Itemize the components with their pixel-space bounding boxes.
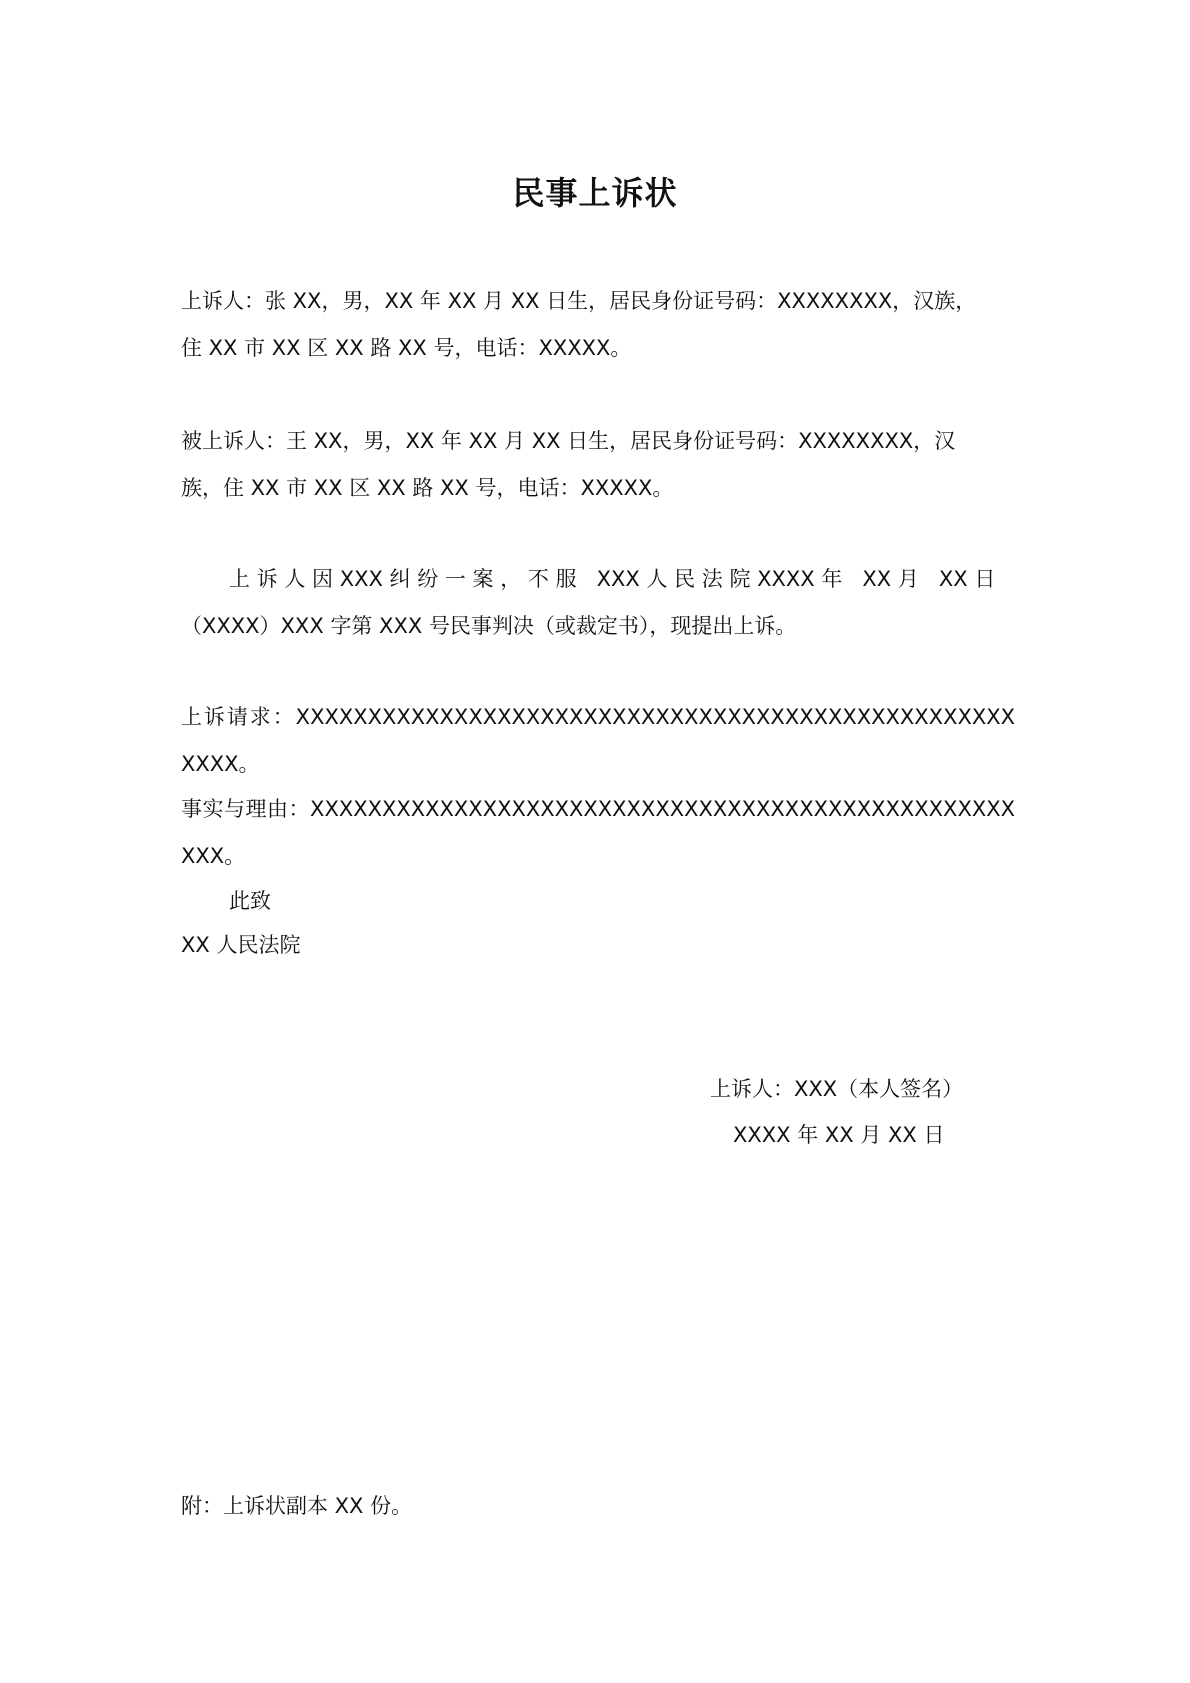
appellant-info (181, 278, 1015, 372)
appellant-signature: 上诉人：XXX（本人签名） (710, 1077, 964, 1101)
appellant-info-line-2: 住 XX 市 XX 区 XX 路 XX 号，电话：XXXXX。 (181, 336, 632, 360)
court-name: XX 人民法院 (181, 933, 301, 957)
facts-and-reasons: 事实与理由：XXXXXXXXXXXXXXXXXXXXXXXXXXXXXXXXXXXXXXXXXXXXXXXXXXXX。 (181, 797, 1015, 868)
appellant-info-line-1: 上诉人：张 XX，男，XX 年 XX 月 XX 日生，居民身份证号码：XXXXXXXX，汉族， (181, 289, 977, 313)
appeal-request: 上诉请求：XXXXXXXXXXXXXXXXXXXXXXXXXXXXXXXXXXXXXXXXXXXXXXXXXXXXXX。 (181, 705, 1015, 776)
signature-date: XXXX 年 XX 月 XX 日 (733, 1123, 945, 1147)
appellee-info-line-2: 族，住 XX 市 XX 区 XX 路 XX 号，电话：XXXXX。 (181, 476, 674, 500)
document-title: 民事上诉状 (512, 174, 678, 212)
appellee-info (181, 418, 1015, 512)
salutation-to: 此致 (229, 889, 271, 913)
appellee-info-line-1: 被上诉人：王 XX，男，XX 年 XX 月 XX 日生，居民身份证号码：XXXXXXXX，汉 (181, 429, 956, 453)
appeal-statement (181, 556, 1015, 650)
appeal-statement-line-2: （XXXX）XXX 字第 XXX 号民事判决（或裁定书），现提出上诉。 (181, 614, 797, 638)
attachment-note: 附：上诉状副本 XX 份。 (181, 1494, 413, 1518)
appeal-statement-line-1: 上 诉 人 因 XXX 纠 纷 一 案 ， 不 服 XXX 人 民 法 院 XXXX 年 XX 月 XX 日 (229, 567, 996, 591)
